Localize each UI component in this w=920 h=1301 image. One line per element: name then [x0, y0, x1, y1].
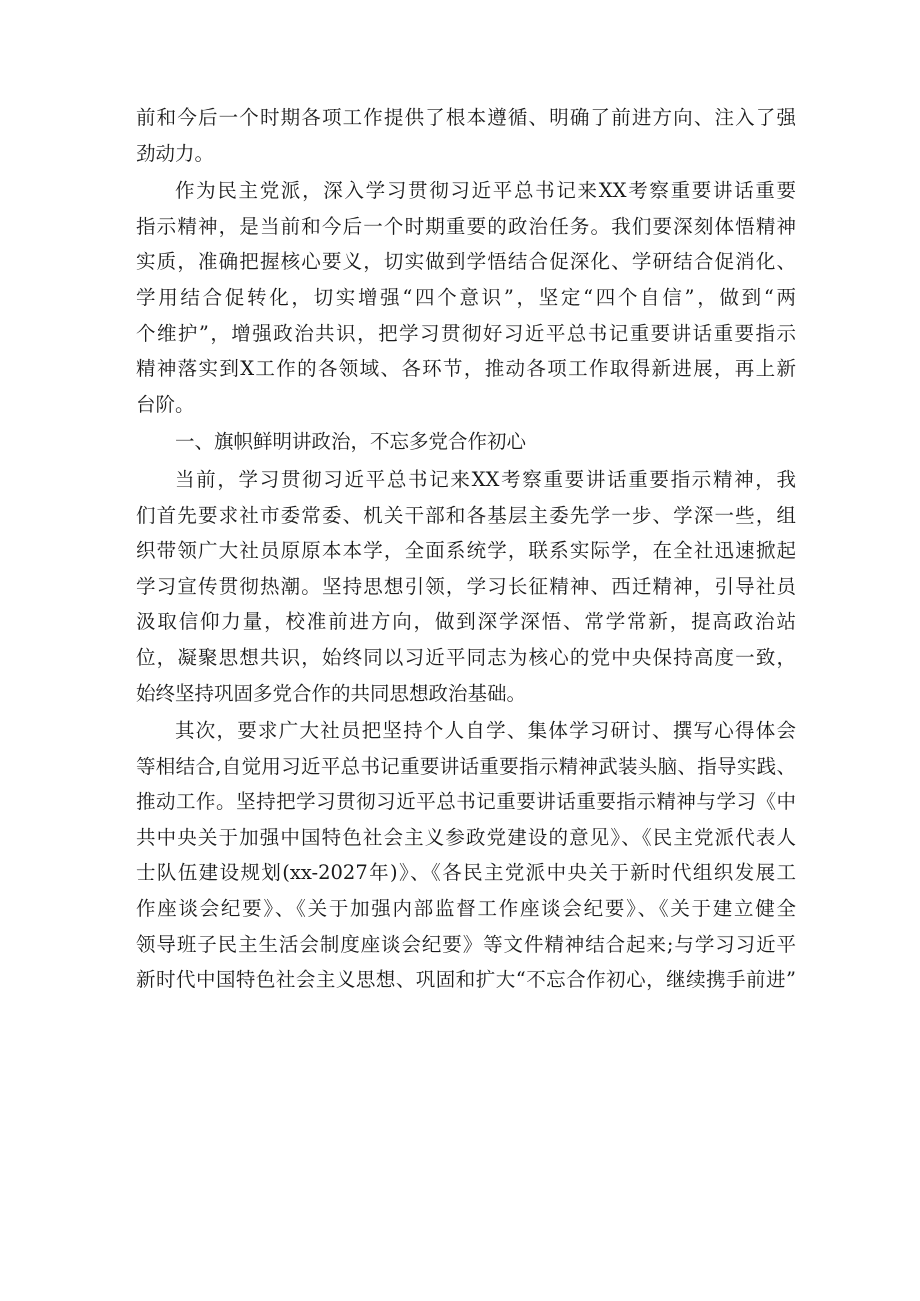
text-line: 其次，要求广大社员把坚持个人自学、集体学习研讨、撰写心得体会 — [175, 719, 796, 743]
text-line: 领导班子民主生活会制度座谈会纪要》等文件精神结合起来;与学习习近平 — [136, 932, 796, 956]
paragraph-p4 — [136, 462, 796, 711]
text-line: 们首先要求社市委常委、机关干部和各基层主委先学一步、学深一些，组 — [136, 503, 796, 527]
text-line: 始终坚持巩固多党合作的共同思想政治基础。 — [136, 681, 527, 705]
text-line: 一、旗帜鲜明讲政治，不忘多党合作初心 — [175, 430, 527, 454]
text-line: 指示精神，是当前和今后一个时期重要的政治任务。我们要深刻体悟精神 — [136, 214, 796, 238]
text-line: 士队伍建设规划(xx-2027年)》、《各民主党派中央关于新时代组织发展工 — [136, 861, 796, 885]
paragraph-p3 — [136, 424, 796, 460]
text-line: 台阶。 — [136, 392, 195, 416]
text-line: 实质，准确把握核心要义，切实做到学悟结合促深化、学研结合促消化、 — [136, 250, 796, 274]
text-line: 学用结合促转化，切实增强“四个意识”，坚定“四个自信”，做到“两 — [136, 285, 796, 309]
text-line: 前和今后一个时期各项工作提供了根本遵循、明确了前进方向、注入了强 — [136, 106, 796, 129]
document-body — [136, 100, 796, 998]
text-line: 织带领广大社员原原本本学，全面系统学，联系实际学，在全社迅速掀起 — [136, 539, 796, 563]
text-line: 作座谈会纪要》、《关于加强内部监督工作座谈会纪要》、《关于建立健全 — [136, 897, 796, 921]
text-line: 推动工作。坚持把学习贯彻习近平总书记重要讲话重要指示精神与学习《中 — [136, 790, 796, 814]
text-line: 等相结合,自觉用习近平总书记重要讲话重要指示精神武装头脑、指导实践、 — [136, 754, 796, 778]
paragraph-p5 — [136, 713, 796, 998]
paragraph-p2 — [136, 173, 796, 422]
text-line: 共中央关于加强中国特色社会主义参政党建设的意见》、《民主党派代表人 — [136, 825, 796, 849]
text-line: 精神落实到X工作的各领域、各环节，推动各项工作取得新进展，再上新 — [136, 357, 796, 381]
text-line: 新时代中国特色社会主义思想、巩固和扩大“不忘合作初心，继续携手前进” — [136, 968, 796, 992]
text-line: 作为民主党派，深入学习贯彻习近平总书记来XX考察重要讲话重要 — [175, 179, 796, 203]
text-line: 汲取信仰力量，校准前进方向，做到深学深悟、常学常新，提高政治站 — [136, 610, 796, 634]
paragraph-p1 — [136, 100, 796, 171]
text-line: 当前，学习贯彻习近平总书记来XX考察重要讲话重要指示精神，我 — [175, 467, 796, 491]
text-line: 个维护”，增强政治共识，把学习贯彻好习近平总书记重要讲话重要指示 — [136, 321, 796, 345]
text-line: 位，凝聚思想共识，始终同以习近平同志为核心的党中央保持高度一致， — [136, 645, 796, 669]
text-line: 劲动力。 — [136, 141, 215, 165]
text-line: 学习宣传贯彻热潮。坚持思想引领，学习长征精神、西迁精神，引导社员 — [136, 574, 796, 598]
